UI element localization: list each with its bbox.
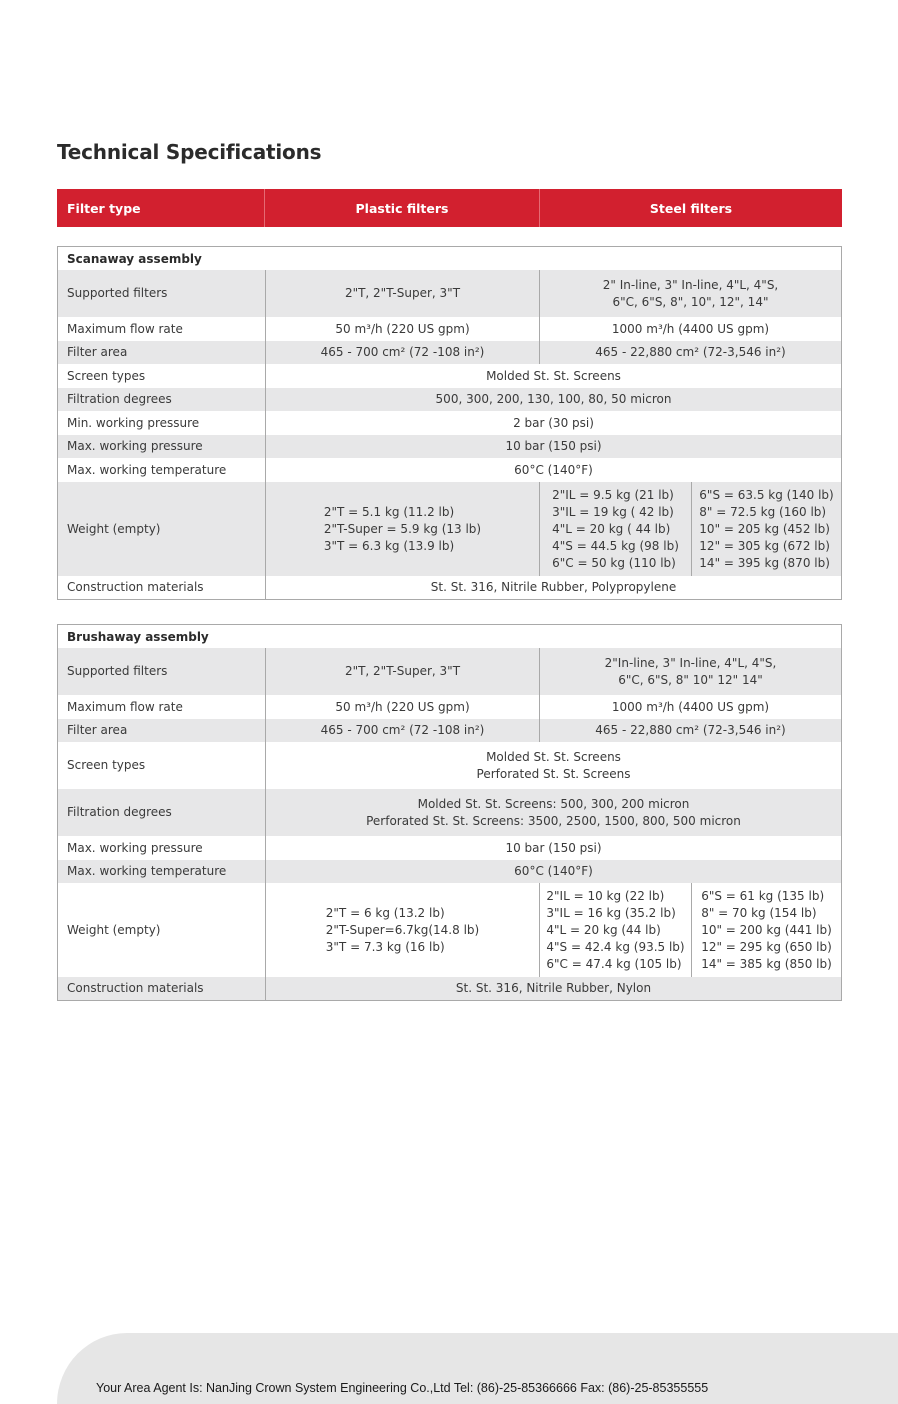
steel-line: 6"C, 6"S, 8", 10", 12", 14" (612, 294, 769, 309)
shared-value: St. St. 316, Nitrile Rubber, Polypropylene (430, 580, 677, 594)
row-label: Max. working pressure (58, 435, 266, 458)
table-row (58, 364, 841, 388)
table-row (58, 648, 841, 695)
row-label: Min. working pressure (58, 411, 266, 435)
weight-line: 12" = 295 kg (650 lb) (701, 939, 832, 954)
table-row (58, 458, 841, 482)
shared-value (266, 789, 841, 836)
table-row (58, 860, 841, 883)
plastic-weights (266, 883, 540, 977)
table-row (58, 836, 841, 860)
footer-agent-text: Your Area Agent Is: NanJing Crown System Engineering Co.,Ltd Tel: (86)-25-85366666 Fax: (86)-25-85355555 (96, 1381, 709, 1395)
row-label: Filter area (58, 719, 266, 742)
page-title: Technical Specifications (57, 140, 322, 164)
row-label: Screen types (58, 742, 266, 789)
weight-line: 4"S = 42.4 kg (93.5 lb) (546, 939, 685, 954)
steel-value (540, 648, 841, 695)
weight-line: 6"C = 47.4 kg (105 lb) (546, 956, 682, 971)
plastic-value: 2"T, 2"T-Super, 3"T (266, 270, 540, 317)
weight-line: 10" = 205 kg (452 lb) (699, 521, 830, 536)
steel-weights-a (540, 482, 692, 576)
shared-value: 60°C (140°F) (514, 864, 593, 878)
table-row (58, 789, 841, 836)
steel-weights-b (692, 883, 841, 977)
weight-line: 6"C = 50 kg (110 lb) (552, 555, 676, 570)
plastic-value: 2"T, 2"T-Super, 3"T (266, 648, 540, 695)
table-row (58, 719, 841, 742)
weight-line: 2"IL = 9.5 kg (21 lb) (552, 487, 674, 502)
weight-line: 6"S = 63.5 kg (140 lb) (699, 487, 834, 502)
value-line: Perforated St. St. Screens (476, 766, 631, 781)
row-label: Construction materials (58, 977, 266, 1000)
weight-line: 12" = 305 kg (672 lb) (699, 538, 830, 553)
row-label: Filtration degrees (58, 388, 266, 411)
row-label: Filter area (58, 341, 266, 364)
row-label: Supported filters (58, 648, 266, 695)
value-line: Molded St. St. Screens: 500, 300, 200 micron (417, 796, 690, 811)
shared-value: 2 bar (30 psi) (513, 415, 594, 430)
weight-line: 3"T = 6.3 kg (13.9 lb) (323, 538, 455, 553)
table-row (58, 270, 841, 317)
plastic-value: 50 m³/h (220 US gpm) (266, 695, 540, 719)
steel-value: 1000 m³/h (4400 US gpm) (611, 699, 770, 714)
weight-line: 4"L = 20 kg ( 44 lb) (552, 521, 671, 536)
row-label: Max. working pressure (58, 836, 266, 860)
header-filter-type: Filter type (57, 189, 265, 227)
table-row (58, 883, 841, 977)
value-line: Molded St. St. Screens (486, 749, 621, 764)
weight-line: 3"T = 7.3 kg (16 lb) (325, 939, 445, 954)
row-label: Weight (empty) (58, 482, 266, 576)
shared-value: 10 bar (150 psi) (505, 439, 602, 453)
table-row (58, 317, 841, 341)
shared-value: 10 bar (150 psi) (505, 840, 602, 855)
table-row (58, 977, 841, 1000)
shared-value: St. St. 316, Nitrile Rubber, Nylon (455, 981, 652, 995)
table-row (58, 435, 841, 458)
weight-line: 8" = 72.5 kg (160 lb) (699, 504, 827, 519)
table-row (58, 341, 841, 364)
plastic-value: 465 - 700 cm² (72 -108 in²) (266, 719, 540, 742)
table-row (58, 388, 841, 411)
steel-line: 2"In-line, 3" In-line, 4"L, 4"S, (604, 655, 777, 670)
plastic-value: 50 m³/h (220 US gpm) (266, 317, 540, 341)
steel-value: 465 - 22,880 cm² (72-3,546 in²) (595, 345, 786, 359)
steel-value: 465 - 22,880 cm² (72-3,546 in²) (595, 723, 786, 737)
row-label: Screen types (58, 364, 266, 388)
scanaway-section (57, 246, 842, 600)
weight-line: 3"IL = 16 kg (35.2 lb) (546, 905, 676, 920)
steel-value (540, 270, 841, 317)
steel-line: 6"C, 6"S, 8" 10" 12" 14" (618, 672, 763, 687)
plastic-value: 465 - 700 cm² (72 -108 in²) (266, 341, 540, 364)
table-row (58, 695, 841, 719)
weight-line: 2"T-Super = 5.9 kg (13 lb) (323, 521, 482, 536)
row-label: Maximum flow rate (58, 695, 266, 719)
row-label: Weight (empty) (58, 883, 266, 977)
weight-line: 4"S = 44.5 kg (98 lb) (552, 538, 679, 553)
plastic-weights (266, 482, 540, 576)
header-plastic-filters: Plastic filters (265, 189, 540, 227)
brushaway-section (57, 624, 842, 1001)
header-steel-filters: Steel filters (649, 200, 733, 216)
table-row (58, 576, 841, 599)
weight-line: 8" = 70 kg (154 lb) (701, 905, 817, 920)
row-label: Filtration degrees (58, 789, 266, 836)
section-title: Scanaway assembly (58, 247, 841, 270)
weight-line: 2"T-Super=6.7kg(14.8 lb) (325, 922, 480, 937)
steel-weights-a (540, 883, 692, 977)
row-label: Max. working temperature (58, 860, 266, 883)
shared-value: 500, 300, 200, 130, 100, 80, 50 micron (435, 392, 672, 406)
row-label: Max. working temperature (58, 458, 266, 482)
steel-value: 1000 m³/h (4400 US gpm) (611, 321, 770, 336)
row-label: Construction materials (58, 576, 266, 599)
row-label: Supported filters (58, 270, 266, 317)
steel-line: 2" In-line, 3" In-line, 4"L, 4"S, (602, 277, 779, 292)
section-title: Brushaway assembly (58, 625, 841, 648)
table-header (57, 189, 842, 227)
table-row (58, 742, 841, 789)
weight-line: 14" = 385 kg (850 lb) (701, 956, 832, 971)
weight-line: 2"T = 5.1 kg (11.2 lb) (323, 504, 455, 519)
value-line: Perforated St. St. Screens: 3500, 2500, 1500, 800, 500 micron (366, 813, 741, 828)
shared-value: Molded St. St. Screens (486, 368, 621, 383)
weight-line: 2"IL = 10 kg (22 lb) (546, 888, 665, 903)
weight-line: 6"S = 61 kg (135 lb) (701, 888, 825, 903)
shared-value (266, 742, 841, 789)
weight-line: 4"L = 20 kg (44 lb) (546, 922, 661, 937)
row-label: Maximum flow rate (58, 317, 266, 341)
table-row (58, 482, 841, 576)
shared-value: 60°C (140°F) (514, 462, 593, 477)
table-row (58, 411, 841, 435)
weight-line: 2"T = 6 kg (13.2 lb) (325, 905, 445, 920)
weight-line: 3"IL = 19 kg ( 42 lb) (552, 504, 674, 519)
weight-line: 10" = 200 kg (441 lb) (701, 922, 832, 937)
weight-line: 14" = 395 kg (870 lb) (699, 555, 830, 570)
steel-weights-b (692, 482, 841, 576)
